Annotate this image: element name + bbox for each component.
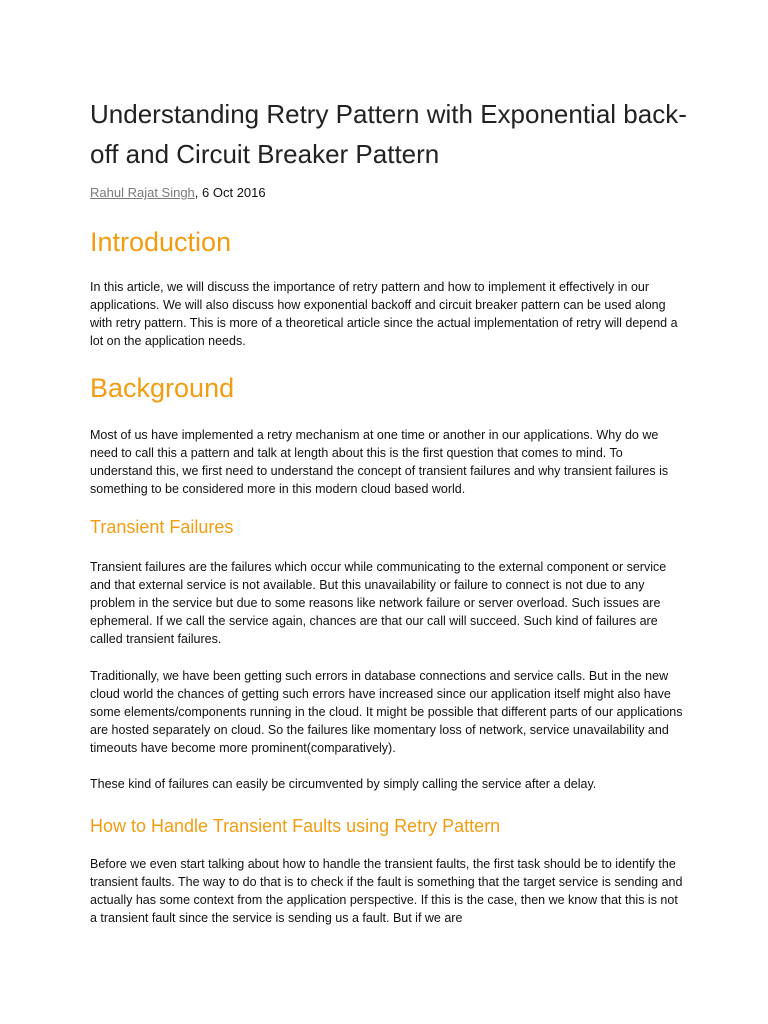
- heading-handle-transient-faults: How to Handle Transient Faults using Retry Pattern: [90, 816, 501, 836]
- article-title: Understanding Retry Pattern with Exponential back-off and Circuit Breaker Pattern: [90, 99, 687, 169]
- paragraph-transient-failures-3: These kind of failures can easily be circumvented by simply calling the service after a delay.: [90, 777, 597, 791]
- paragraph-background: Most of us have implemented a retry mechanism at one time or another in our applications. Why do we need to call this a pattern and talk at length about this is the first question that comes to mind. To understand this, we first need to understand the concept of transient failures and why transient failures is something to be considered more in this modern cloud based world.: [90, 428, 669, 496]
- paragraph-introduction: In this article, we will discuss the importance of retry pattern and how to implement it effectively in our applications. We will also discuss how exponential backoff and circuit breaker pattern can be used along with retry pattern. This is more of a theoretical article since the actual implementation of retry will depend a lot on the application needs.: [90, 280, 678, 348]
- heading-background: Background: [90, 373, 235, 403]
- heading-transient-failures: Transient Failures: [90, 517, 234, 537]
- paragraph-handle-transient-faults: Before we even start talking about how to handle the transient faults, the first task should be to identify the transient faults. The way to do that is to check if the fault is something that the target service is sending and actually has some context from the application perspective. If this is the case, then we know that this is not a transient fault since the service is sending us a fault. But if we are: [90, 857, 683, 925]
- byline: [90, 184, 266, 202]
- heading-introduction: Introduction: [90, 227, 232, 257]
- publish-date: , 6 Oct 2016: [194, 185, 266, 200]
- author-link[interactable]: Rahul Rajat Singh: [90, 185, 195, 200]
- paragraph-transient-failures-2: Traditionally, we have been getting such errors in database connections and service calls. But in the new cloud world the chances of getting such errors have increased since our application itself might also have some elements/components running in the cloud. It might be possible that different parts of our applications are hosted separately on cloud. So the failures like momentary loss of network, service unavailability and timeouts have become more prominent(comparatively).: [90, 669, 683, 755]
- paragraph-transient-failures-1: Transient failures are the failures which occur while communicating to the external component or service and that external service is not available. But this unavailability or failure to connect is not due to any problem in the service but due to some reasons like network failure or server overload. Such issues are ephemeral. If we call the service again, chances are that our call will succeed. Such kind of failures are called transient failures.: [90, 560, 667, 646]
